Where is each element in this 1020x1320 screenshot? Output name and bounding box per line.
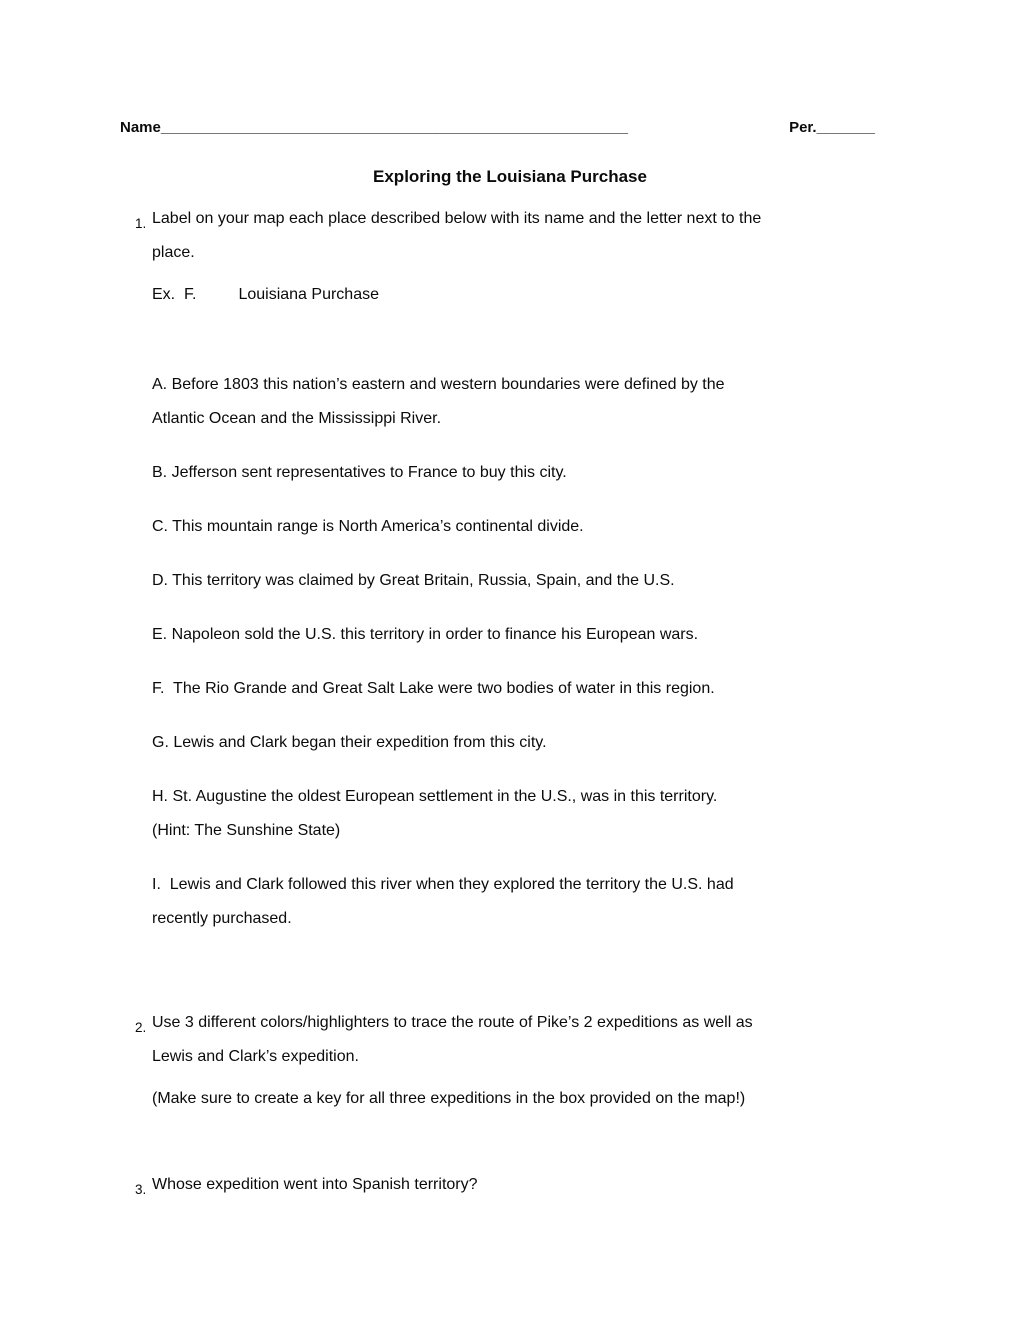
page-title: Exploring the Louisiana Purchase — [373, 167, 647, 186]
period-label: Per. — [789, 119, 817, 136]
name-blank-line: ________________________________________________________ — [160, 119, 629, 136]
question-3-text: Whose expedition went into Spanish territory? — [152, 1176, 478, 1193]
clue-item-i: I. Lewis and Clark followed this river when they explored the territory the U.S. had recently purchased. — [152, 876, 734, 927]
question-1-text: Label on your map each place described below with its name and the letter next to the place. — [152, 210, 762, 261]
clue-item-d: D. This territory was claimed by Great Britain, Russia, Spain, and the U.S. — [152, 572, 675, 589]
header — [120, 118, 875, 138]
clue-item-a: A. Before 1803 this nation’s eastern and western boundaries were defined by the Atlantic Ocean and the Mississippi River. — [152, 376, 725, 427]
question-2-note: (Make sure to create a key for all three expeditions in the box provided on the map!) — [152, 1090, 746, 1107]
name-label: Name — [120, 119, 161, 136]
clue-item-f: F. The Rio Grande and Great Salt Lake were two bodies of water in this region. — [152, 680, 715, 697]
question-2-text: Use 3 different colors/highlighters to trace the route of Pike’s 2 expeditions as well as Lewis and Clark’s expedition. — [152, 1014, 753, 1065]
question-2 — [135, 1006, 1000, 1074]
clue-list — [152, 368, 1000, 936]
clue-item-e: E. Napoleon sold the U.S. this territory in order to finance his European wars. — [152, 626, 699, 643]
period-blank-line: _______ — [816, 119, 875, 136]
clue-item-g: G. Lewis and Clark began their expedition from this city. — [152, 734, 547, 751]
example-label: Ex. F. — [152, 286, 197, 303]
clue-item-b: B. Jefferson sent representatives to France to buy this city. — [152, 464, 567, 481]
clue-item-c: C. This mountain range is North America’s continental divide. — [152, 518, 584, 535]
question-3 — [135, 1168, 1000, 1207]
clue-item-h: H. St. Augustine the oldest European settlement in the U.S., was in this territory. (Hint: The Sunshine State) — [152, 788, 718, 839]
question-1-number: 1. — [135, 216, 147, 231]
example-value: Louisiana Purchase — [238, 286, 379, 303]
question-3-number: 3. — [135, 1182, 147, 1197]
question-2-number: 2. — [135, 1020, 147, 1035]
example-row — [152, 278, 1020, 312]
question-1 — [135, 202, 1000, 270]
name-field — [120, 118, 628, 138]
period-field — [789, 118, 875, 138]
